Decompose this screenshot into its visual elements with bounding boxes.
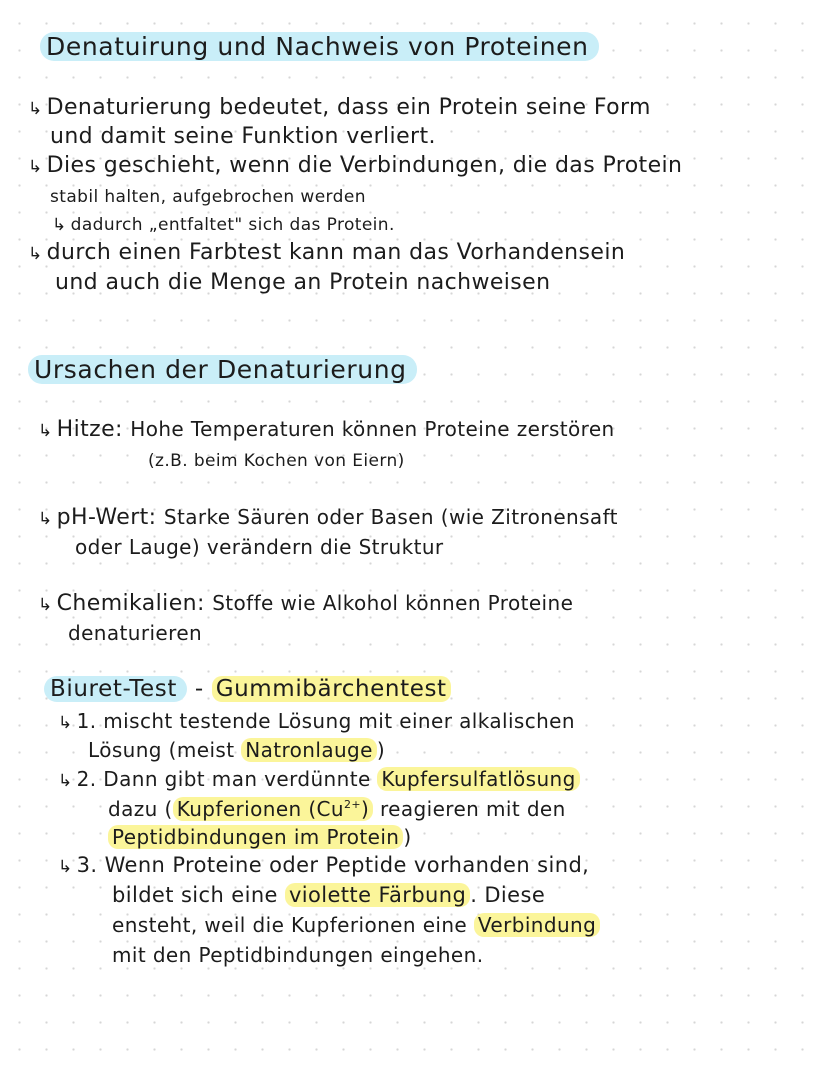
highlight-kupfersulfat: Kupfersulfatlösung xyxy=(377,767,579,791)
highlight-text: ) xyxy=(361,797,370,821)
highlight-peptidbindungen: Peptidbindungen im Protein xyxy=(108,825,403,849)
step-3-line-3 xyxy=(112,910,600,940)
highlight-violette-faerbung: violette Färbung xyxy=(285,883,470,907)
step-text: reagieren mit den xyxy=(373,797,566,821)
step-1-line-2 xyxy=(88,735,385,765)
text-line: Denaturierung bedeutet, dass ein Protein seine Form xyxy=(46,95,651,120)
step-3-line-2 xyxy=(112,880,545,910)
cause-text: Starke Säuren oder Basen (wie Zitronensaft xyxy=(163,505,618,529)
cause-hitze xyxy=(38,414,615,446)
bullet-line xyxy=(28,93,651,124)
text-line: und damit seine Funktion verliert. xyxy=(50,124,436,149)
step-1 xyxy=(58,706,575,738)
title-highlight: Biuret-Test xyxy=(44,676,187,702)
section-title-denaturierung xyxy=(40,32,599,62)
highlight-text: Kupferionen (Cu xyxy=(176,797,344,821)
arrow-icon: ↳ xyxy=(28,244,43,264)
superscript-charge: 2+ xyxy=(344,798,362,811)
cause-ph xyxy=(38,502,618,534)
text-line: Dies geschieht, wenn die Verbindungen, die das Protein xyxy=(46,153,683,178)
step-2 xyxy=(58,764,580,796)
cause-text: Stoffe wie Alkohol können Proteine xyxy=(212,591,574,615)
title-dash: - xyxy=(194,676,204,702)
step-text: dazu ( xyxy=(108,797,173,821)
sub-bullet-line xyxy=(52,210,395,240)
step-text: 2. Dann gibt man verdünnte xyxy=(76,767,378,791)
arrow-icon: ↳ xyxy=(58,857,73,877)
bullet-line xyxy=(28,151,682,182)
step-2-line-2 xyxy=(108,794,566,824)
step-text: 1. mischt testende Lösung mit einer alkalischen xyxy=(76,709,575,733)
cause-label: pH-Wert: xyxy=(56,505,157,530)
cause-text: denaturieren xyxy=(68,621,203,645)
step-3-line-4: mit den Peptidbindungen eingehen. xyxy=(112,943,484,967)
step-3 xyxy=(58,850,589,882)
arrow-icon: ↳ xyxy=(38,509,53,529)
text-line: und auch die Menge an Protein nachweisen xyxy=(55,270,551,295)
bullet-line xyxy=(28,238,625,269)
step-text: 3. Wenn Proteine oder Peptide vorhanden sind, xyxy=(76,853,590,877)
cause-text: oder Lauge) verändern die Struktur xyxy=(75,535,444,559)
step-text: ) xyxy=(403,825,412,849)
arrow-icon: ↳ xyxy=(58,713,73,733)
step-text: . Diese xyxy=(470,883,546,907)
step-text: ensteht, weil die Kupferionen eine xyxy=(112,913,474,937)
arrow-icon: ↳ xyxy=(52,215,67,235)
step-2-line-3 xyxy=(108,822,412,852)
title-highlight: Ursachen der Denaturierung xyxy=(28,355,417,384)
step-text: ) xyxy=(376,738,386,762)
text-line: durch einen Farbtest kann man das Vorhandensein xyxy=(46,240,626,265)
highlight-kupferionen xyxy=(173,797,374,821)
arrow-icon: ↳ xyxy=(38,595,53,615)
arrow-icon: ↳ xyxy=(38,421,53,441)
section-title-ursachen xyxy=(28,355,417,385)
cause-example: (z.B. beim Kochen von Eiern) xyxy=(148,451,405,471)
cause-label: Hitze: xyxy=(56,417,123,442)
arrow-icon: ↳ xyxy=(28,157,43,177)
step-text: bildet sich eine xyxy=(112,883,285,907)
highlight-natronlauge: Natronlauge xyxy=(241,738,377,762)
section-title-biuret xyxy=(44,674,451,704)
title-highlight: Denatuirung und Nachweis von Proteinen xyxy=(40,32,599,61)
text-line: dadurch „entfaltet" sich das Protein. xyxy=(70,215,395,235)
subtitle-highlight: Gummibärchentest xyxy=(212,676,451,702)
cause-label: Chemikalien: xyxy=(56,591,205,616)
cause-chemikalien xyxy=(38,588,573,620)
cause-text: Hohe Temperaturen können Proteine zerstören xyxy=(130,417,615,441)
arrow-icon: ↳ xyxy=(28,99,43,119)
step-text: Lösung (meist xyxy=(88,738,242,762)
arrow-icon: ↳ xyxy=(58,771,73,791)
text-line: stabil halten, aufgebrochen werden xyxy=(50,187,366,207)
highlight-verbindung: Verbindung xyxy=(474,913,600,937)
